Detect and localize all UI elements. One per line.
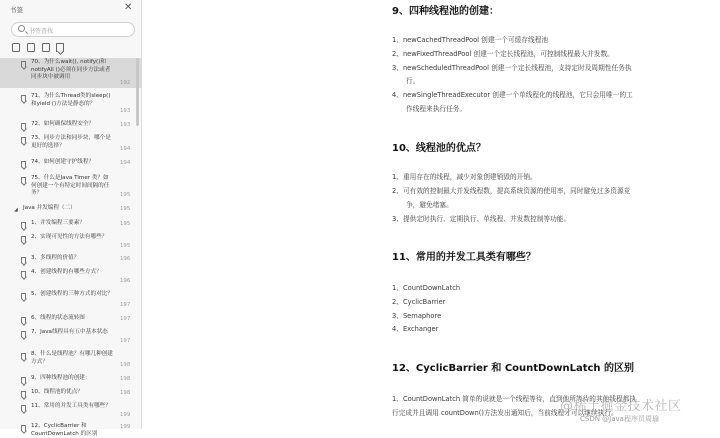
collapse-arrow-icon[interactable]: ◢ xyxy=(14,207,18,213)
bookmark-list xyxy=(0,58,142,437)
collapse-bookmarks-icon[interactable] xyxy=(42,43,50,52)
bookmark-icon xyxy=(21,353,26,359)
close-icon[interactable]: ✕ xyxy=(124,2,133,13)
s9-line-4b: 作线程来执行任务。 xyxy=(406,105,467,113)
sidebar-scrollbar[interactable] xyxy=(136,58,139,126)
bookmark-item[interactable] xyxy=(0,219,142,231)
bookmark-page-number: 199 xyxy=(120,424,131,430)
bookmark-icon xyxy=(21,317,26,323)
bookmark-icon xyxy=(21,236,26,242)
watermark-sub: CSDN @Java程序员周瑜 xyxy=(580,415,659,423)
bookmark-icon xyxy=(21,271,26,277)
bookmark-icon xyxy=(21,137,26,143)
bookmark-label: 75、什么是Java Timer 类？如何创建一个有特定时间间隔的任务？ xyxy=(31,175,110,196)
bookmark-label: 70、为什么wait(), notify()和notifyAll ()必须在同步方法或者同步块中被调用 xyxy=(31,59,111,80)
document-page xyxy=(142,0,720,429)
s10-line-2b: 争，避免堵塞。 xyxy=(406,201,453,209)
bookmark-label: 71、为什么Thread类的sleep()和yield ()方法是静态的？ xyxy=(31,93,111,107)
bookmark-page-number: 197 xyxy=(120,302,131,308)
bookmark-label: Java 并发编程（二） xyxy=(23,205,76,211)
s12-line-1: 1、CountDownLatch 简单的说就是一个线程等待，直到他所等待的其他线程都执 xyxy=(392,395,637,403)
search-placeholder: 书签查找 xyxy=(29,28,54,35)
bookmark-page-number: 195 xyxy=(120,221,131,227)
bookmark-page-number: 197 xyxy=(120,316,131,322)
add-bookmark-icon[interactable] xyxy=(12,43,20,52)
s10-line-1: 1、重用存在的线程，减少对象创建销毁的开销。 xyxy=(392,173,537,181)
bookmark-label: 74、如何创建守护线程？ xyxy=(31,159,95,165)
bookmark-label: 6、线程的状态流转图 xyxy=(31,315,85,321)
bookmark-icon xyxy=(21,377,26,383)
bookmark-icon xyxy=(21,177,26,183)
bookmark-item[interactable] xyxy=(0,422,142,437)
bookmark-item[interactable] xyxy=(0,134,142,154)
bookmark-page-number: 198 xyxy=(120,390,131,396)
search-icon xyxy=(18,25,25,32)
bookmark-icon xyxy=(21,405,26,411)
bookmark-page-number: 199 xyxy=(120,412,131,418)
bookmark-page-number: 193 xyxy=(120,108,131,114)
s9-line-2: 2、newFixedThreadPool 创建一个定长线程池，可控制线程最大并发数。 xyxy=(392,50,614,58)
bookmark-item[interactable] xyxy=(0,174,142,200)
s9-line-4: 4、newSingleThreadExecutor 创建一个单线程化的线程池，它只会用唯一的工 xyxy=(392,91,633,99)
sidebar-header xyxy=(0,0,142,20)
bookmark-icon xyxy=(21,222,26,228)
section-9-heading: 9、四种线程池的创建： xyxy=(392,6,499,17)
bookmark-section[interactable] xyxy=(0,204,142,216)
bookmark-icon xyxy=(21,61,26,67)
bookmark-page-number: 194 xyxy=(120,160,131,166)
bookmark-item[interactable] xyxy=(0,268,142,286)
bookmark-label: 11、常用的并发工具类有哪些？ xyxy=(31,403,111,409)
s11-line-1: 1、CountDownLatch xyxy=(392,284,461,292)
bookmark-item[interactable] xyxy=(0,314,142,326)
bookmark-ribbon-icon[interactable] xyxy=(56,43,64,52)
section-11-heading: 11、常用的并发工具类有哪些？ xyxy=(392,252,536,263)
bookmark-item[interactable] xyxy=(0,374,142,386)
bookmark-item[interactable] xyxy=(0,233,142,251)
watermark-main: @稀土掘金技术社区 xyxy=(560,399,682,414)
s11-line-2: 2、CyclicBarrier xyxy=(392,298,446,306)
s11-line-3: 3、Semaphore xyxy=(392,312,442,320)
bookmark-page-number: 195 xyxy=(120,243,131,249)
bookmark-page-number: 195 xyxy=(120,206,131,212)
s10-line-2: 2、可有效的控制最大并发线程数，提高系统资源的使用率，同时避免过多资源竞 xyxy=(392,187,631,195)
bookmarks-sidebar xyxy=(0,0,142,437)
bookmark-label: 7、Java线程具有五中基本状态 xyxy=(31,329,108,335)
bookmark-item[interactable] xyxy=(0,402,142,420)
expand-bookmarks-icon[interactable] xyxy=(27,43,35,52)
bookmark-item[interactable] xyxy=(0,58,142,88)
bookmark-icon xyxy=(21,331,26,337)
bookmark-search-input[interactable] xyxy=(11,22,135,37)
s9-line-1: 1、newCachedThreadPool 创建一个可缓存线程池 xyxy=(392,36,549,44)
bookmark-item[interactable] xyxy=(0,120,142,132)
bookmark-item[interactable] xyxy=(0,92,142,116)
bookmark-label: 72、如何确保线程安全？ xyxy=(31,121,95,127)
s9-line-3: 3、newScheduledThreadPool 创建一个定长线程池，支持定时及周期性任务执 xyxy=(392,64,632,72)
bookmark-label: 73、同步方法和同步块，哪个是更好的选择？ xyxy=(31,135,111,149)
bookmark-label: 4、创建线程的有哪些方式？ xyxy=(31,269,102,275)
bookmark-item[interactable] xyxy=(0,328,142,346)
section-10-heading: 10、线程池的优点？ xyxy=(392,143,486,154)
bookmark-label: 9、四种线程池的创建： xyxy=(31,375,91,381)
bookmark-label: 1、并发编程三要素？ xyxy=(31,220,85,226)
bookmark-label: 8、什么是线程池？有哪几种创建方式？ xyxy=(31,351,113,365)
bookmark-label: 2、实现可见性的方法有哪些？ xyxy=(31,234,108,240)
sidebar-title: 书签 xyxy=(10,6,23,14)
bookmark-page-number: 198 xyxy=(120,362,131,368)
bookmark-item[interactable] xyxy=(0,350,142,370)
section-12-heading: 12、CyclicBarrier 和 CountDownLatch 的区别 xyxy=(392,363,635,374)
bookmark-page-number: 195 xyxy=(120,192,131,198)
bookmark-page-number: 197 xyxy=(120,338,131,344)
bookmark-page-number: 196 xyxy=(120,278,131,284)
bookmark-item[interactable] xyxy=(0,158,142,170)
s9-line-3b: 行。 xyxy=(406,77,420,85)
bookmark-page-number: 193 xyxy=(120,122,131,128)
bookmark-item[interactable] xyxy=(0,254,142,266)
bookmark-icon xyxy=(21,95,26,101)
bookmark-icon xyxy=(21,391,26,397)
bookmark-label: 3、多线程的价值？ xyxy=(31,255,80,261)
s10-line-3: 3、提供定时执行、定期执行、单线程、并发数控制等功能。 xyxy=(392,215,571,223)
bookmark-page-number: 192 xyxy=(120,80,131,86)
bookmark-icon xyxy=(21,293,26,299)
bookmark-page-number: 194 xyxy=(120,146,131,152)
bookmark-label: 5、创建线程的三种方式的对比？ xyxy=(31,291,113,297)
bookmark-icon xyxy=(21,257,26,263)
bookmark-page-number: 198 xyxy=(120,376,131,382)
bookmark-icon xyxy=(21,425,26,431)
bookmark-label: 12、CyclicBarrier 和 CountDownLatch 的区别 xyxy=(31,423,98,437)
bookmark-item[interactable] xyxy=(0,290,142,310)
bookmark-label: 10、线程池的优点？ xyxy=(31,389,83,395)
bookmark-item[interactable] xyxy=(0,388,142,400)
bookmark-icon xyxy=(21,123,26,129)
bookmark-icon xyxy=(21,161,26,167)
bookmark-page-number: 196 xyxy=(120,256,131,262)
s11-line-4: 4、Exchanger xyxy=(392,325,439,333)
s12-line-2: 行完成并且调用 countDown()方法发出通知后，当前线程才可以继续执行。 xyxy=(392,409,618,417)
